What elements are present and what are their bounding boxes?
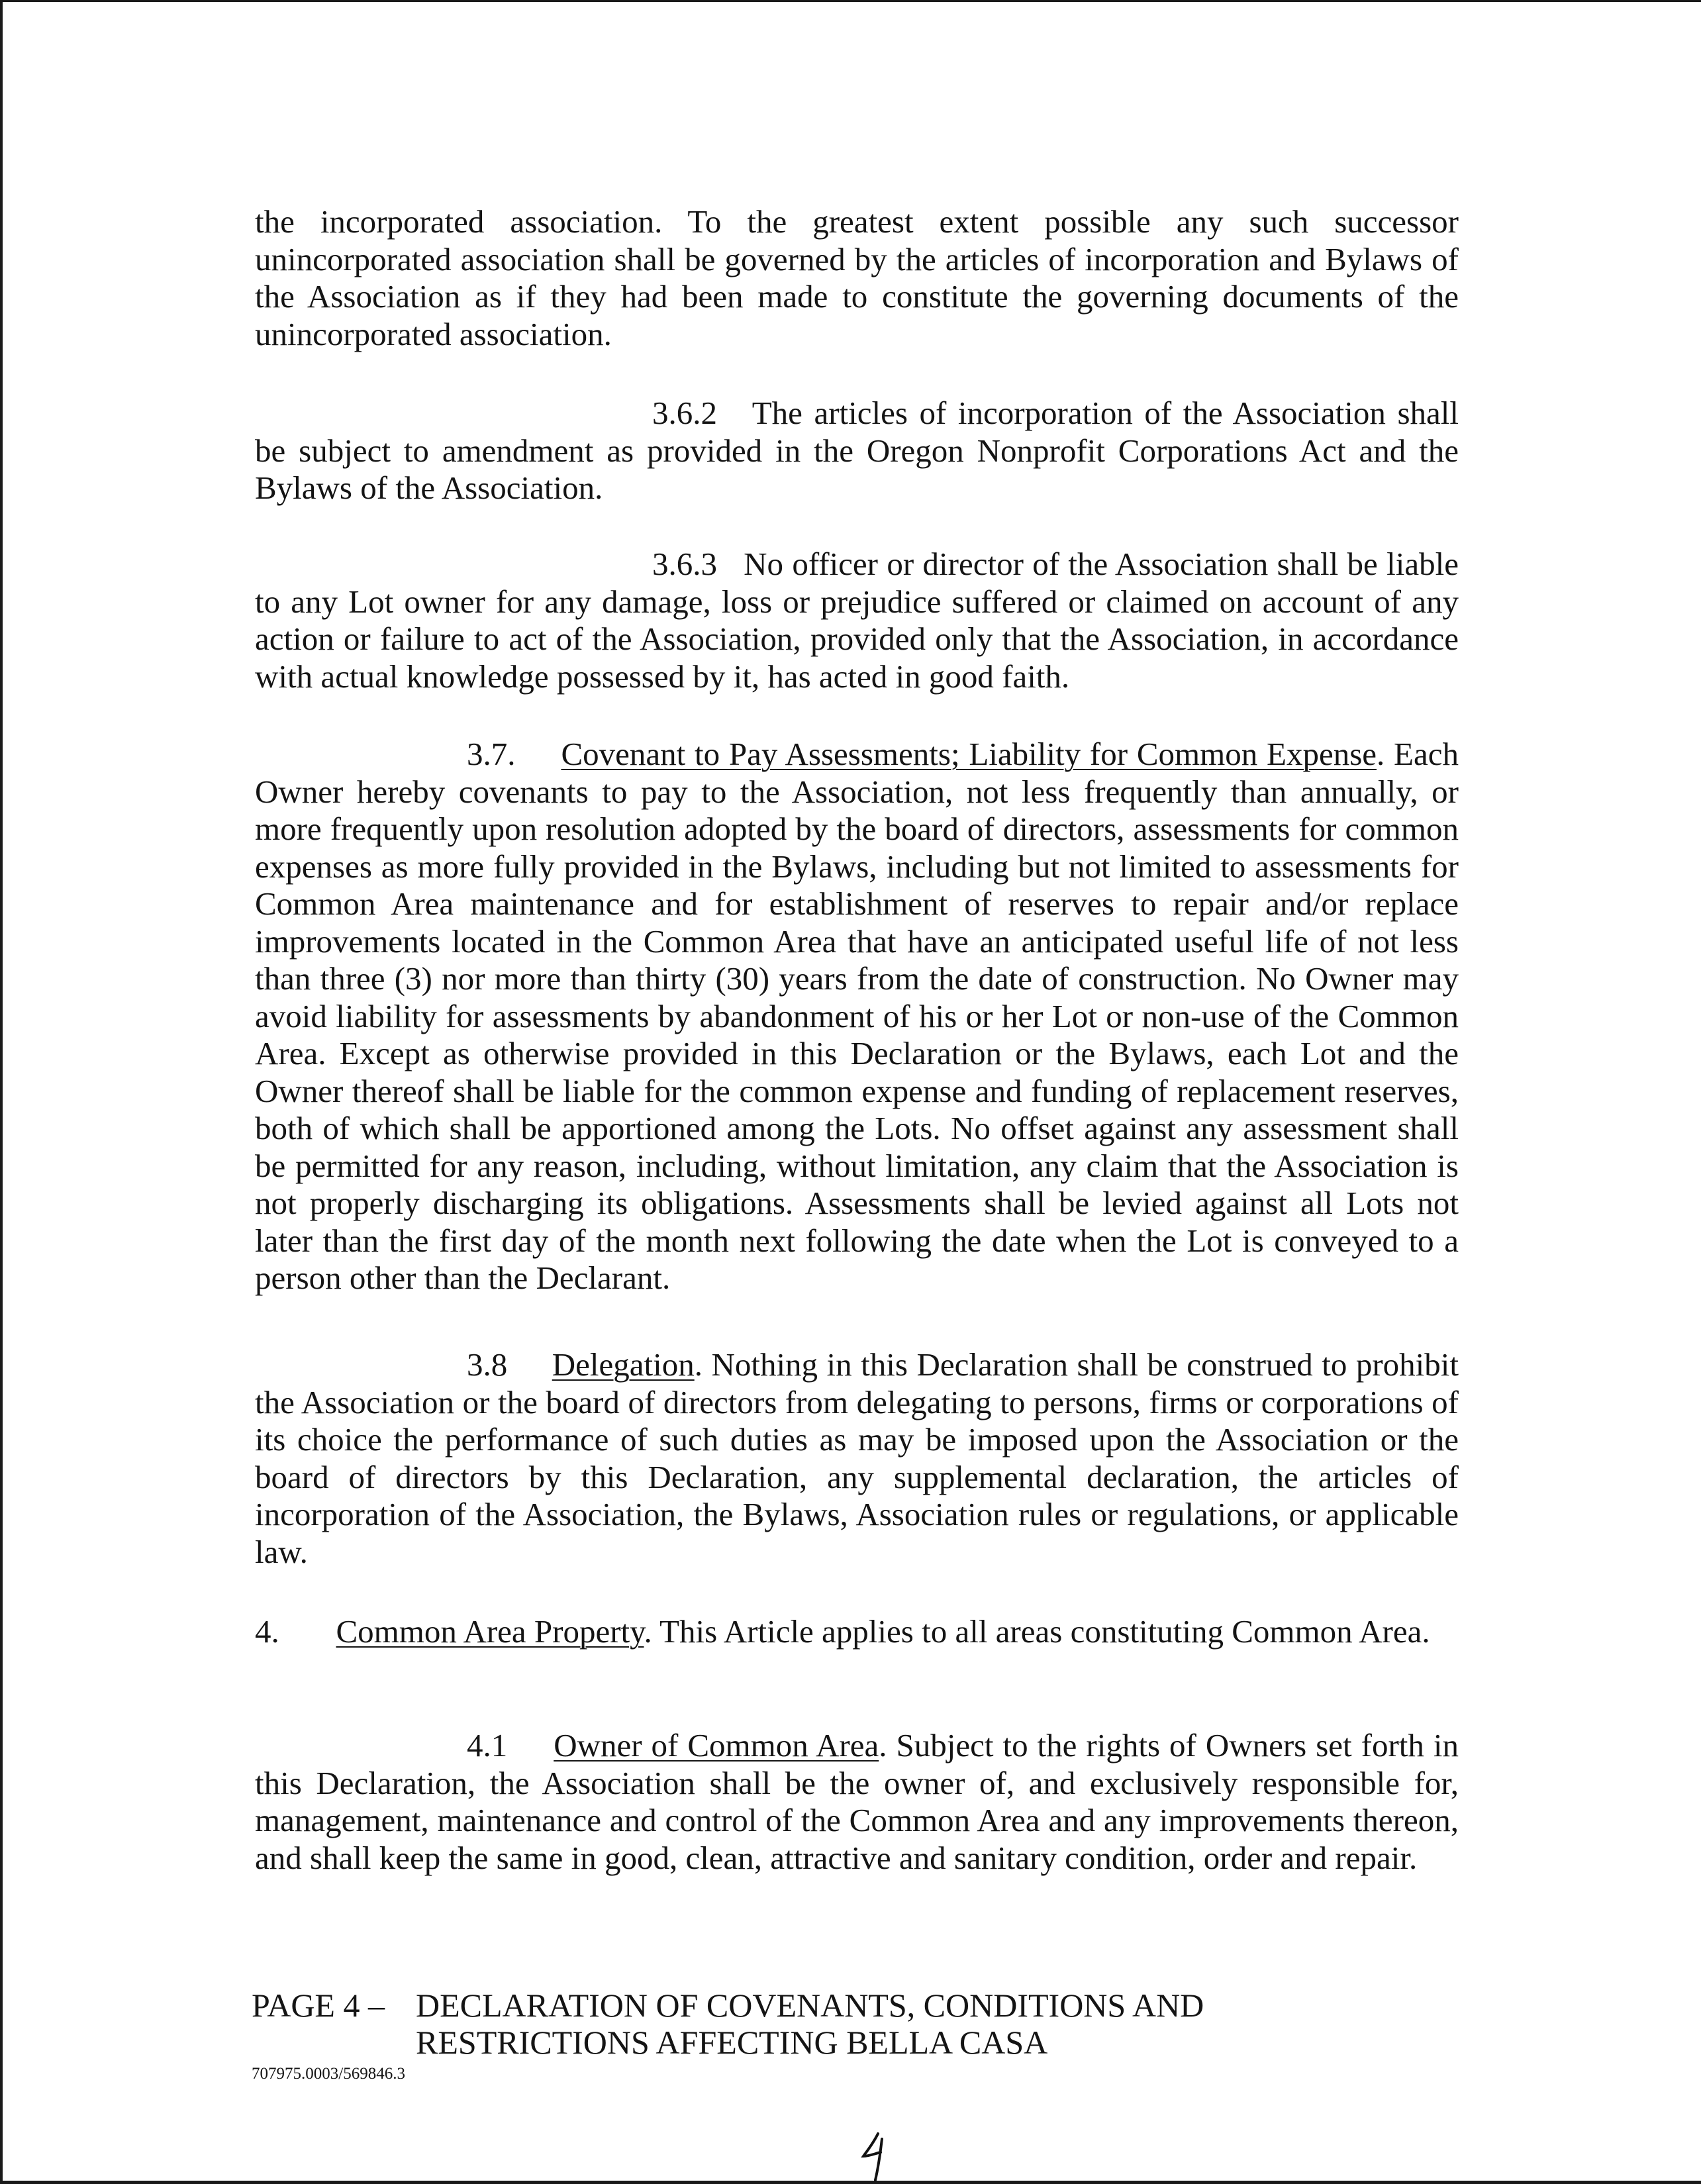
paragraph-3-8 — [255, 1346, 1459, 1571]
scan-edge-left — [0, 0, 3, 2184]
section-heading: Delegation — [552, 1346, 695, 1383]
section-number: 3.6.3 — [652, 546, 717, 582]
paragraph-3-6-2 — [255, 395, 1459, 507]
paragraph-3-6-3 — [255, 546, 1459, 695]
section-text: . This Article applies to all areas constituting Common Area. — [644, 1613, 1430, 1650]
section-heading: Owner of Common Area — [554, 1727, 879, 1763]
section-text: . Each Owner hereby covenants to pay to the Association, not less frequently than annually, or more frequently upon resolution adopted by the board of directors, assessments for common expenses as more fully provided in the Bylaws, including but not limited to assessments for Common Area maintenance and for establishment of reserves to repair and/or replace improvements located in the Common Area that have an anticipated useful life of not less than three (3) nor more than thirty (30) years from the date of construction. No Owner may avoid liability for assessments by abandonment of his or her Lot or non-use of the Common Area. Except as otherwise provided in this Declaration or the Bylaws, each Lot and the Owner thereof shall be liable for the common expense and funding of replacement reserves, both of which shall be apportioned among the Lots. No offset against any assessment shall be permitted for any reason, including, without limitation, any claim that the Association is not properly discharging its obligations. Assessments shall be levied against all Lots not later than the first day of the month next following the date when the Lot is conveyed to a person other than the Declarant. — [255, 736, 1459, 1296]
section-text: No officer or director of the Association shall be liable to any Lot owner for any damage, loss or prejudice suffered or claimed on account of any action or failure to act of the Association, provided only that the Association, in accordance with actual knowledge possessed by it, has acted in good faith. — [255, 546, 1459, 695]
paragraph-continuation: the incorporated association. To the greatest extent possible any such successor unincorporated association shall be governed by the articles of incorporation and Bylaws of the Association as if they had been made to constitute the governing documents of the unincorporated association. — [255, 203, 1459, 352]
handwritten-page-number — [858, 2130, 898, 2183]
page-footer — [252, 1987, 1443, 2061]
footer-title-line-2: RESTRICTIONS AFFECTING BELLA CASA — [416, 2024, 1048, 2061]
section-text: . Subject to the rights of Owners set forth in this Declaration, the Association shall be the owner of, and exclusively responsible for, management, maintenance and control of the Common Area and any improvements thereon, and shall keep the same in good, clean, attractive and sanitary condition, order and repair. — [255, 1727, 1459, 1876]
scan-edge-bottom — [0, 2181, 1701, 2184]
section-heading: Common Area Property — [336, 1613, 644, 1650]
paragraph-4 — [255, 1613, 1459, 1651]
page-label: PAGE 4 – — [252, 1987, 385, 2024]
document-number: 707975.0003/569846.3 — [252, 2065, 405, 2083]
section-number: 3.8 — [467, 1346, 508, 1383]
footer-title-line-1: DECLARATION OF COVENANTS, CONDITIONS AND — [416, 1987, 1204, 2024]
paragraph-4-1 — [255, 1727, 1459, 1877]
section-text: The articles of incorporation of the Association shall be subject to amendment as provided in the Oregon Nonprofit Corporations Act and the Bylaws of the Association. — [255, 395, 1459, 506]
section-number: 4. — [255, 1613, 279, 1650]
scan-edge-top — [0, 0, 1701, 2]
section-number: 3.6.2 — [652, 395, 717, 431]
section-number: 4.1 — [467, 1727, 508, 1763]
section-text: . Nothing in this Declaration shall be construed to prohibit the Association or the board of directors from delegating to persons, firms or corporations of its choice the performance of such duties as may be imposed upon the Association or the board of directors by this Declaration, any supplemental declaration, the articles of incorporation of the Association, the Bylaws, Association rules or regulations, or applicable law. — [255, 1346, 1459, 1570]
section-number: 3.7. — [467, 736, 516, 772]
paragraph-3-7 — [255, 736, 1459, 1297]
section-heading: Covenant to Pay Assessments; Liability for Common Expense — [561, 736, 1377, 772]
